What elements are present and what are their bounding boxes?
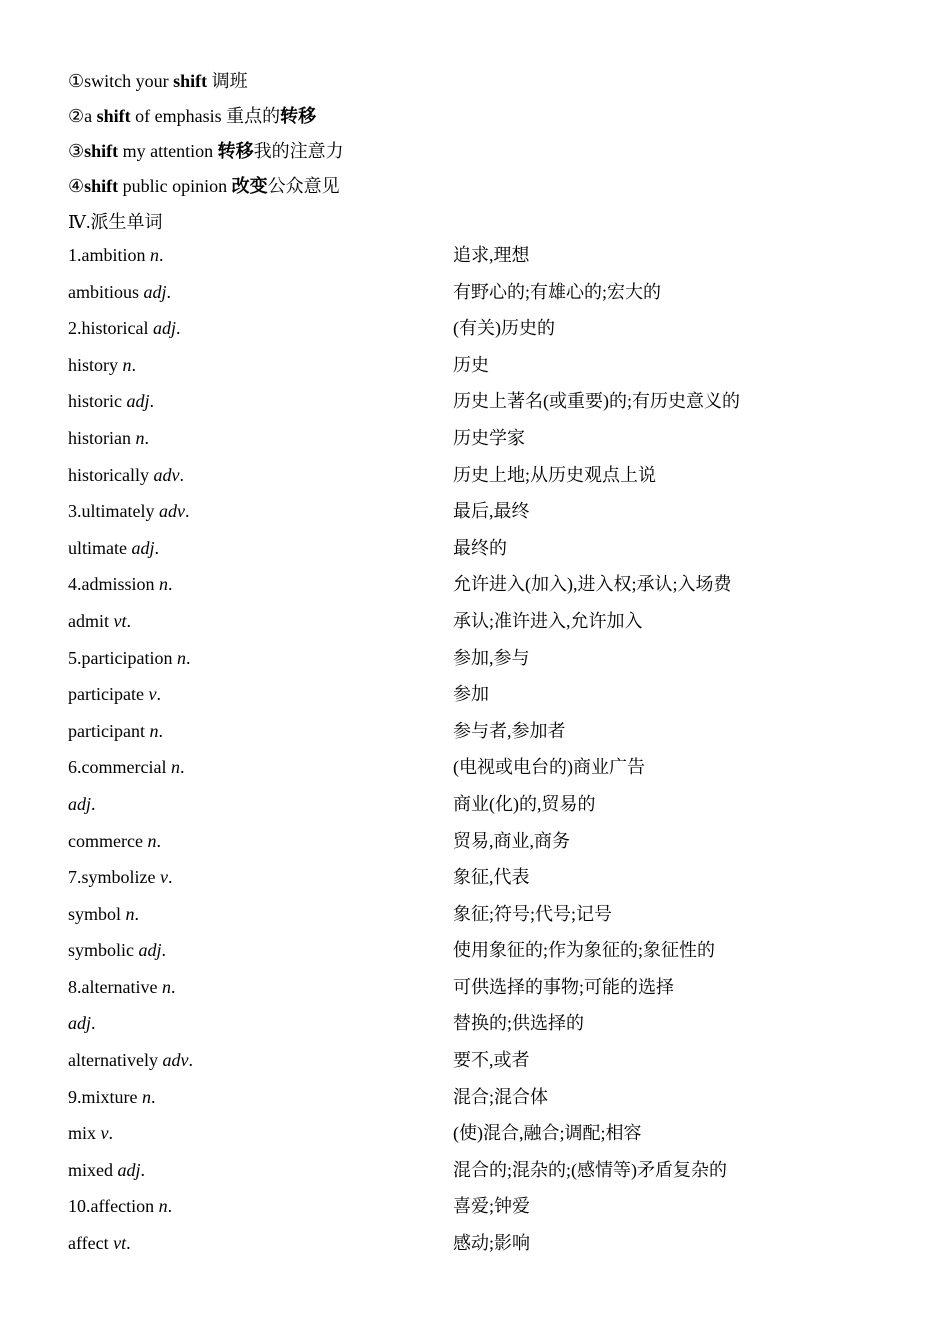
vocab-row (68, 969, 888, 1006)
vocab-meaning: (有关)历史的 (453, 318, 555, 339)
vocab-row (68, 530, 888, 567)
vocab-row (68, 420, 888, 457)
part-of-speech: adj (152, 318, 176, 339)
vocab-row (68, 823, 888, 860)
part-of-speech: n (176, 647, 186, 668)
part-of-speech: adv (162, 1050, 189, 1071)
vocab-word: admit vt. (68, 610, 131, 631)
vocab-row (68, 383, 888, 420)
vocab-row (68, 274, 888, 311)
vocab-row (68, 603, 888, 640)
vocab-word: 6.commercial n. (68, 757, 185, 778)
vocab-word: 2.historical adj. (68, 318, 181, 339)
vocab-word: adj. (68, 1013, 96, 1034)
vocab-meaning: (使)混合,融合;调配;相容 (453, 1123, 642, 1144)
part-of-speech: n (158, 1196, 168, 1217)
part-of-speech: adj (126, 391, 150, 412)
part-of-speech: n (147, 830, 157, 851)
vocab-word: participate v. (68, 684, 161, 705)
vocab-row (68, 1042, 888, 1079)
vocab-word: affect vt. (68, 1233, 131, 1254)
vocab-row (68, 896, 888, 933)
vocab-meaning: 混合的;混杂的;(感情等)矛盾复杂的 (453, 1159, 727, 1180)
part-of-speech: adj (117, 1159, 141, 1180)
vocab-meaning: 象征;符号;代号;记号 (453, 903, 613, 924)
part-of-speech: adj (138, 940, 162, 961)
vocab-row (68, 640, 888, 677)
part-of-speech: v (148, 684, 157, 705)
part-of-speech: vt (113, 610, 127, 631)
vocab-word: participant n. (68, 720, 163, 741)
vocab-row (68, 566, 888, 603)
phrase-list (68, 64, 344, 240)
vocab-row (68, 237, 888, 274)
part-of-speech: vt (113, 1233, 127, 1254)
vocab-meaning: 象征,代表 (453, 867, 530, 888)
vocab-meaning: 允许进入(加入),进入权;承认;入场费 (453, 574, 732, 595)
vocab-meaning: 最后,最终 (453, 501, 530, 522)
vocab-meaning: 商业(化)的,贸易的 (453, 793, 596, 814)
vocab-word: alternatively adv. (68, 1050, 193, 1071)
vocab-meaning: 要不,或者 (453, 1050, 530, 1071)
part-of-speech: n (122, 354, 132, 375)
vocab-meaning: 参加,参与 (453, 647, 530, 668)
vocab-word: 1.ambition n. (68, 245, 164, 265)
vocab-meaning: 历史上地;从历史观点上说 (453, 464, 656, 485)
vocab-word: historic adj. (68, 391, 155, 412)
vocab-word: ambitious adj. (68, 281, 172, 302)
vocab-word: 4.admission n. (68, 574, 173, 595)
vocab-meaning: 可供选择的事物;可能的选择 (453, 976, 674, 997)
part-of-speech: n (142, 1086, 151, 1107)
vocab-meaning: 混合;混合体 (453, 1086, 549, 1107)
vocab-meaning: 历史学家 (453, 427, 525, 448)
vocab-meaning: 替换的;供选择的 (453, 1013, 585, 1034)
vocab-word: 7.symbolize v. (68, 867, 173, 888)
part-of-speech: n (150, 245, 159, 265)
part-of-speech: n (159, 574, 169, 595)
vocab-row (68, 347, 888, 384)
part-of-speech: n (170, 757, 180, 778)
phrase-item: ②a shift of emphasis 重点的转移 (68, 106, 317, 126)
vocab-meaning: 贸易,商业,商务 (453, 830, 570, 851)
vocab-word: adj. (68, 793, 96, 814)
part-of-speech: n (125, 903, 135, 924)
vocab-word: ultimate adj. (68, 537, 159, 558)
vocab-row (68, 676, 888, 713)
vocab-word: 8.alternative n. (68, 976, 176, 997)
vocab-row (68, 1188, 888, 1225)
part-of-speech: v (100, 1123, 109, 1144)
section-title: Ⅳ.派生单词 (68, 212, 163, 232)
part-of-speech: adj (68, 1013, 92, 1034)
vocab-list (68, 237, 888, 1262)
vocab-meaning: 参与者,参加者 (453, 720, 566, 741)
vocab-word: 9.mixture n. (68, 1086, 156, 1107)
vocab-meaning: 最终的 (453, 537, 507, 558)
part-of-speech: adj (143, 281, 167, 302)
vocab-word: historian n. (68, 427, 149, 448)
vocab-row (68, 493, 888, 530)
phrase-item: ①switch your shift 调班 (68, 71, 248, 91)
vocab-meaning: 使用象征的;作为象征的;象征性的 (453, 940, 716, 961)
vocab-word: symbolic adj. (68, 940, 167, 961)
vocab-word: 5.participation n. (68, 647, 191, 668)
vocab-row (68, 310, 888, 347)
vocab-word: 3.ultimately adv. (68, 501, 190, 522)
vocab-meaning: 喜爱;钟爱 (453, 1196, 531, 1217)
vocab-meaning: 历史上著名(或重要)的;有历史意义的 (453, 391, 740, 412)
vocab-meaning: 参加 (453, 684, 489, 705)
part-of-speech: n (149, 720, 159, 741)
vocab-word: mix v. (68, 1123, 114, 1144)
vocab-row (68, 1079, 888, 1116)
part-of-speech: adv (153, 464, 180, 485)
vocab-row (68, 932, 888, 969)
vocab-meaning: 感动;影响 (453, 1233, 531, 1254)
vocab-meaning: 追求,理想 (453, 245, 530, 265)
vocab-row (68, 1115, 888, 1152)
vocab-word: symbol n. (68, 903, 140, 924)
vocab-word: mixed adj. (68, 1159, 146, 1180)
vocab-row (68, 1152, 888, 1189)
vocab-row (68, 1225, 888, 1262)
part-of-speech: n (161, 976, 171, 997)
vocab-meaning: 承认;准许进入,允许加入 (453, 610, 643, 631)
vocab-word: history n. (68, 354, 137, 375)
part-of-speech: v (160, 867, 168, 888)
vocab-row (68, 859, 888, 896)
part-of-speech: adv (158, 501, 185, 522)
vocab-row (68, 749, 888, 786)
vocab-meaning: (电视或电台的)商业广告 (453, 757, 645, 778)
part-of-speech: adj (131, 537, 155, 558)
vocab-meaning: 历史 (453, 354, 489, 375)
vocab-row (68, 786, 888, 823)
vocab-word: historically adv. (68, 464, 184, 485)
vocab-meaning: 有野心的;有雄心的;宏大的 (453, 281, 662, 302)
part-of-speech: adj (68, 793, 92, 814)
vocab-row (68, 457, 888, 494)
vocab-word: 10.affection n. (68, 1196, 173, 1217)
phrase-item: ③shift my attention 转移我的注意力 (68, 141, 344, 161)
part-of-speech: n (135, 427, 145, 448)
vocab-row (68, 713, 888, 750)
phrase-item: ④shift public opinion 改变公众意见 (68, 176, 340, 196)
vocab-row (68, 1005, 888, 1042)
vocab-word: commerce n. (68, 830, 161, 851)
